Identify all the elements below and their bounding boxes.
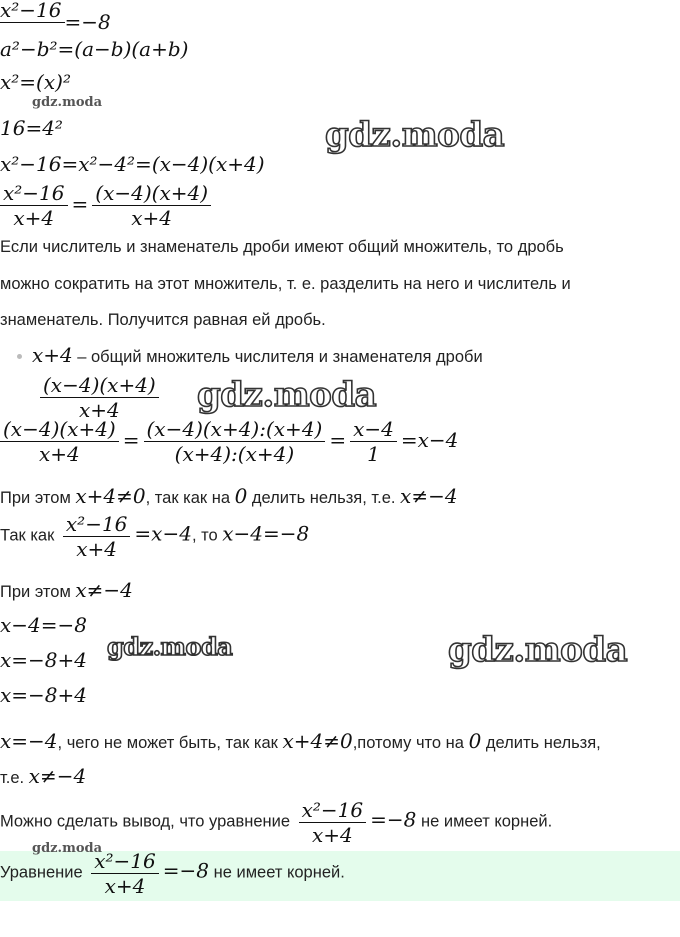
- math: =−8: [370, 807, 417, 832]
- equation-line-1: [0, 0, 111, 34]
- solve-step-3: x=−8+4: [0, 683, 88, 707]
- restriction-line: [0, 578, 133, 602]
- fraction-2: [144, 417, 326, 466]
- math: x+4≠0: [75, 484, 146, 508]
- numerator: x−4: [353, 417, 394, 441]
- math: x=−4: [0, 729, 58, 753]
- fraction-3: [350, 417, 397, 466]
- rule-paragraph-line-1: Если числитель и знаменатель дроби имеют общий множитель, то дробь: [0, 238, 564, 256]
- text: , то: [191, 526, 223, 545]
- rule-paragraph-line-3: знаменатель. Получится равная ей дробь.: [0, 311, 326, 329]
- bullet-item: [0, 343, 483, 367]
- fraction-1: [0, 417, 119, 466]
- watermark-small: gdz.moda: [32, 841, 103, 856]
- bullet-dot-icon: [17, 354, 22, 359]
- fraction: [40, 373, 159, 422]
- text: делить нельзя,: [481, 734, 601, 752]
- denominator: x+4: [63, 536, 131, 561]
- contradiction-line: [0, 729, 601, 753]
- numerator: x²−16: [65, 512, 128, 536]
- fraction-right: [92, 181, 211, 230]
- denominator: x+4: [40, 397, 159, 422]
- numerator: (x−4)(x+4): [43, 373, 156, 397]
- math: x+4≠0: [282, 729, 353, 753]
- numerator: x²−16: [301, 798, 364, 822]
- bullet-math: x+4: [32, 343, 73, 367]
- numerator: x²−16: [94, 849, 156, 873]
- equals-sign: =: [71, 192, 89, 216]
- factorization-line: x²−16=x²−4²=(x−4)(x+4): [0, 152, 265, 176]
- rule-paragraph-line-2: можно сократить на этот множитель, т. е. разделить на него и числитель и: [0, 275, 571, 293]
- watermark-logo: gdz.moda: [448, 630, 628, 670]
- watermark-small: gdz.moda: [32, 95, 103, 110]
- fraction: [91, 849, 159, 898]
- identity-x-squared: x²=(x)²: [0, 70, 71, 94]
- text: , так как на: [145, 489, 235, 507]
- solve-step-2: x=−8+4: [0, 648, 88, 672]
- text: При этом: [0, 489, 76, 507]
- math: =−8: [162, 858, 210, 883]
- text: не имеет корней.: [209, 863, 345, 882]
- math: 0: [234, 484, 248, 508]
- math: x−4=−8: [222, 521, 310, 546]
- denominator: x+4: [0, 441, 119, 466]
- text: Так как: [0, 526, 59, 545]
- math: x≠−4: [28, 764, 87, 788]
- text: Уравнение: [0, 863, 88, 882]
- since-line: [0, 512, 309, 561]
- fraction-equation-line: [0, 181, 215, 230]
- equals-sign: =: [329, 428, 347, 452]
- text: При этом: [0, 583, 76, 601]
- denominator: (x+4):(x+4): [144, 441, 326, 466]
- math: x≠−4: [75, 578, 133, 602]
- reduction-line: [0, 417, 458, 466]
- fraction-numerator: x²−16: [0, 0, 65, 23]
- fraction-left: [0, 181, 68, 230]
- identity-16: 16=4²: [0, 116, 63, 140]
- numerator: (x−4)(x+4): [95, 181, 209, 205]
- fraction: [63, 512, 131, 561]
- text: не имеет корней.: [416, 812, 553, 831]
- numerator: (x−4)(x+4): [3, 417, 116, 441]
- denominator: 1: [350, 441, 397, 466]
- denominator: x+4: [91, 873, 159, 898]
- identity-difference-of-squares: a²−b²=(a−b)(a+b): [0, 37, 189, 61]
- conclusion-line: [0, 798, 552, 847]
- condition-line: [0, 484, 458, 508]
- text: , чего не может быть, так как: [57, 734, 283, 752]
- math: =x−4: [134, 521, 192, 546]
- denominator: x+4: [0, 205, 68, 230]
- common-factor-fraction: [36, 373, 163, 422]
- watermark-logo: gdz.moda: [197, 375, 377, 415]
- denominator: x+4: [92, 205, 211, 230]
- x-not-minus-4-line: [0, 764, 86, 788]
- math: 0: [468, 729, 482, 753]
- answer-line: [0, 849, 345, 898]
- text: т.е.: [0, 769, 29, 787]
- watermark-logo: gdz.moda: [325, 115, 505, 155]
- result: =x−4: [400, 428, 459, 452]
- text: Можно сделать вывод, что уравнение: [0, 812, 295, 831]
- solve-step-1: x−4=−8: [0, 613, 88, 637]
- equation-rhs: =−8: [64, 10, 111, 34]
- denominator: x+4: [299, 822, 367, 847]
- numerator: x²−16: [3, 181, 65, 205]
- text: делить нельзя, т.е.: [247, 489, 401, 507]
- text: ,потому что на: [352, 734, 469, 752]
- numerator: (x−4)(x+4):(x+4): [146, 417, 323, 441]
- equals-sign: =: [122, 428, 140, 452]
- fraction: [299, 798, 367, 847]
- bullet-text: – общий множитель числителя и знаменателя дроби: [77, 348, 483, 366]
- math: x≠−4: [400, 484, 458, 508]
- watermark-logo: gdz.moda: [107, 632, 233, 661]
